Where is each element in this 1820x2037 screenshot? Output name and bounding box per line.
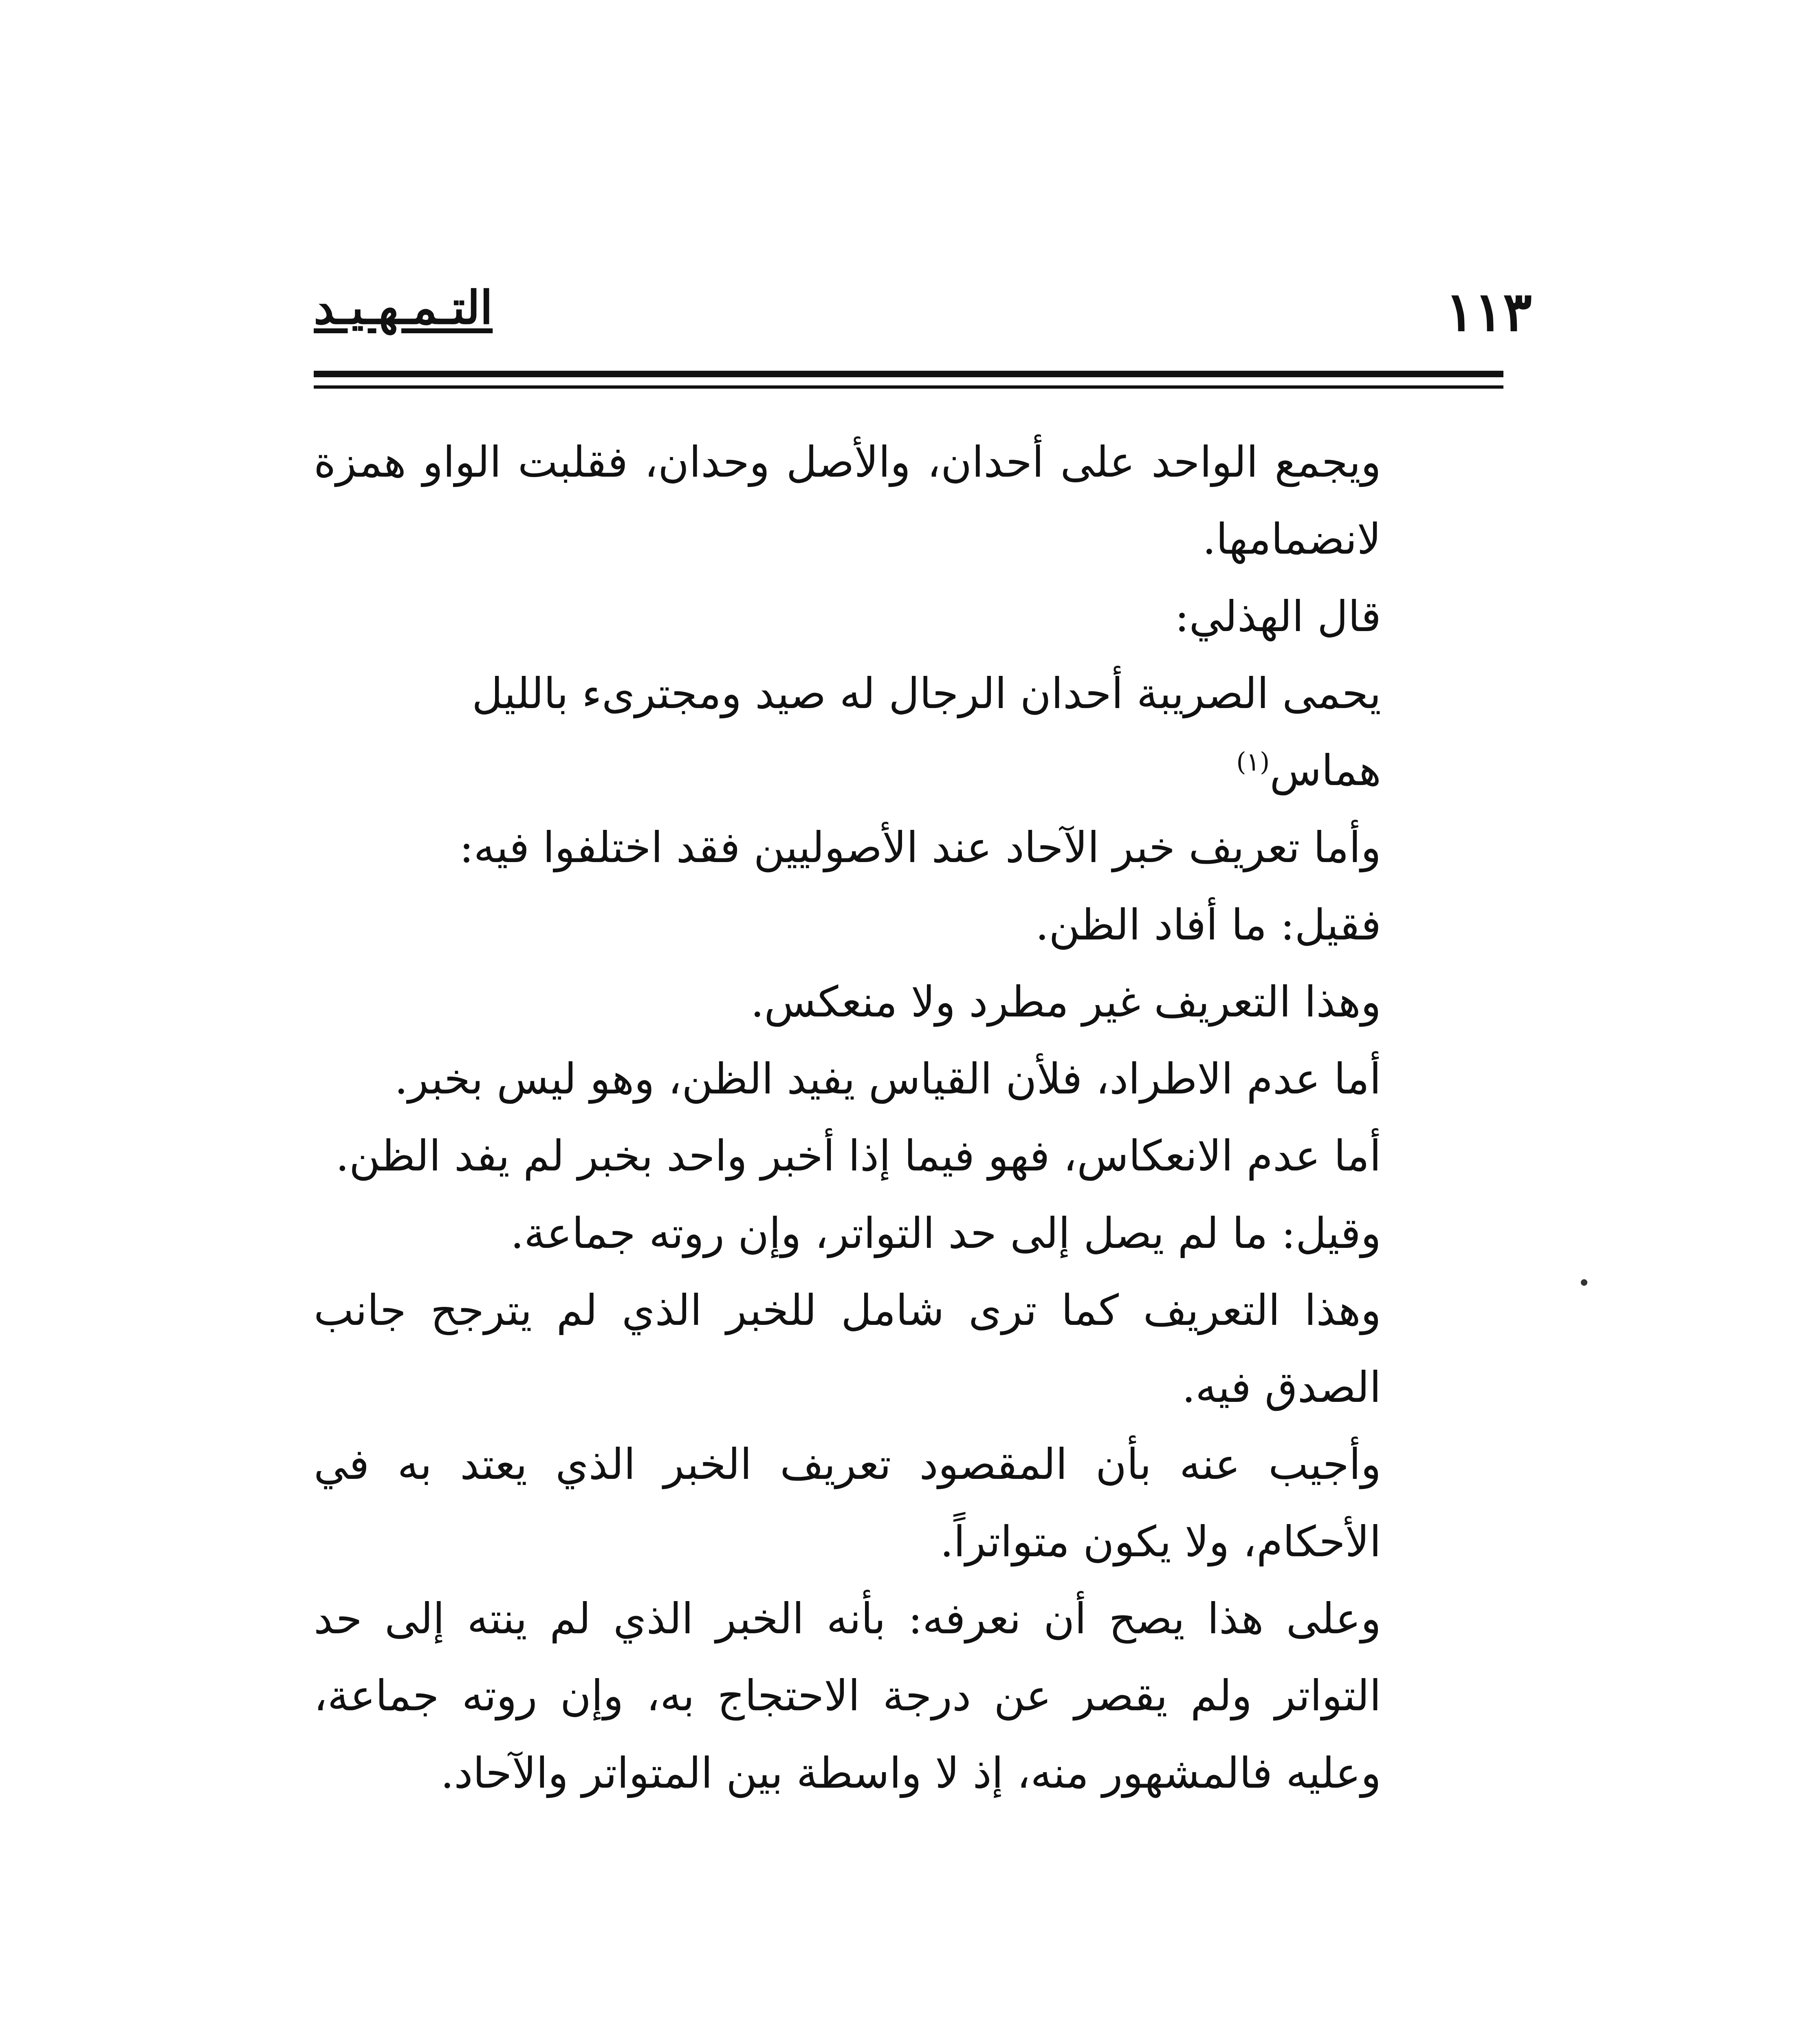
verse-text: يحمى الصريبة أحدان الرجال له صيد ومجترىء بالليل هماس	[472, 668, 1381, 796]
footnote-marker: (١)	[1236, 747, 1270, 777]
paragraph: وعلى هذا يصح أن نعرفه: بأنه الخبر الذي لم ينته إلى حد التواتر ولم يقصر عن درجة الاحتجاج به، وإن روته جماعة، وعليه فالمشهور منه، إذ لا واسطة بين المتواتر والآحاد.	[314, 1593, 1381, 1798]
page-number: ١١٣	[1445, 280, 1532, 343]
paragraph: وقيل: ما لم يصل إلى حد التواتر، وإن روته جماعة.	[510, 1208, 1381, 1258]
paragraph: وأجيب عنه بأن المقصود تعريف الخبر الذي يعتد به في الأحكام، ولا يكون متواتراً.	[314, 1439, 1381, 1566]
header-rule-thin	[314, 385, 1503, 389]
paragraph: وأما تعريف خبر الآحاد عند الأصوليين فقد اختلفوا فيه:	[459, 823, 1381, 873]
paragraph: وهذا التعريف كما ترى شامل للخبر الذي لم يترجح جانب الصدق فيه.	[314, 1285, 1381, 1412]
verse-line	[314, 655, 1503, 810]
header-rule-thick	[314, 371, 1503, 377]
running-title: التـمـهـيـد	[314, 281, 493, 334]
paragraph: فقيل: ما أفاد الظن.	[1035, 900, 1381, 950]
paragraph: وهذا التعريف غير مطرد ولا منعكس.	[750, 977, 1381, 1027]
paragraph: قال الهذلي:	[1175, 591, 1381, 641]
paragraph: أما عدم الانعكاس، فهو فيما إذا أخبر واحد بخبر لم يفد الظن.	[335, 1131, 1381, 1181]
body-text	[314, 424, 1503, 1812]
paragraph: ويجمع الواحد على أحدان، والأصل وحدان، فقلبت الواو همزة لانضمامها.	[314, 437, 1381, 564]
paragraph: أما عدم الاطراد، فلأن القياس يفيد الظن، وهو ليس بخبر.	[394, 1054, 1381, 1104]
stray-mark	[1581, 1279, 1587, 1286]
